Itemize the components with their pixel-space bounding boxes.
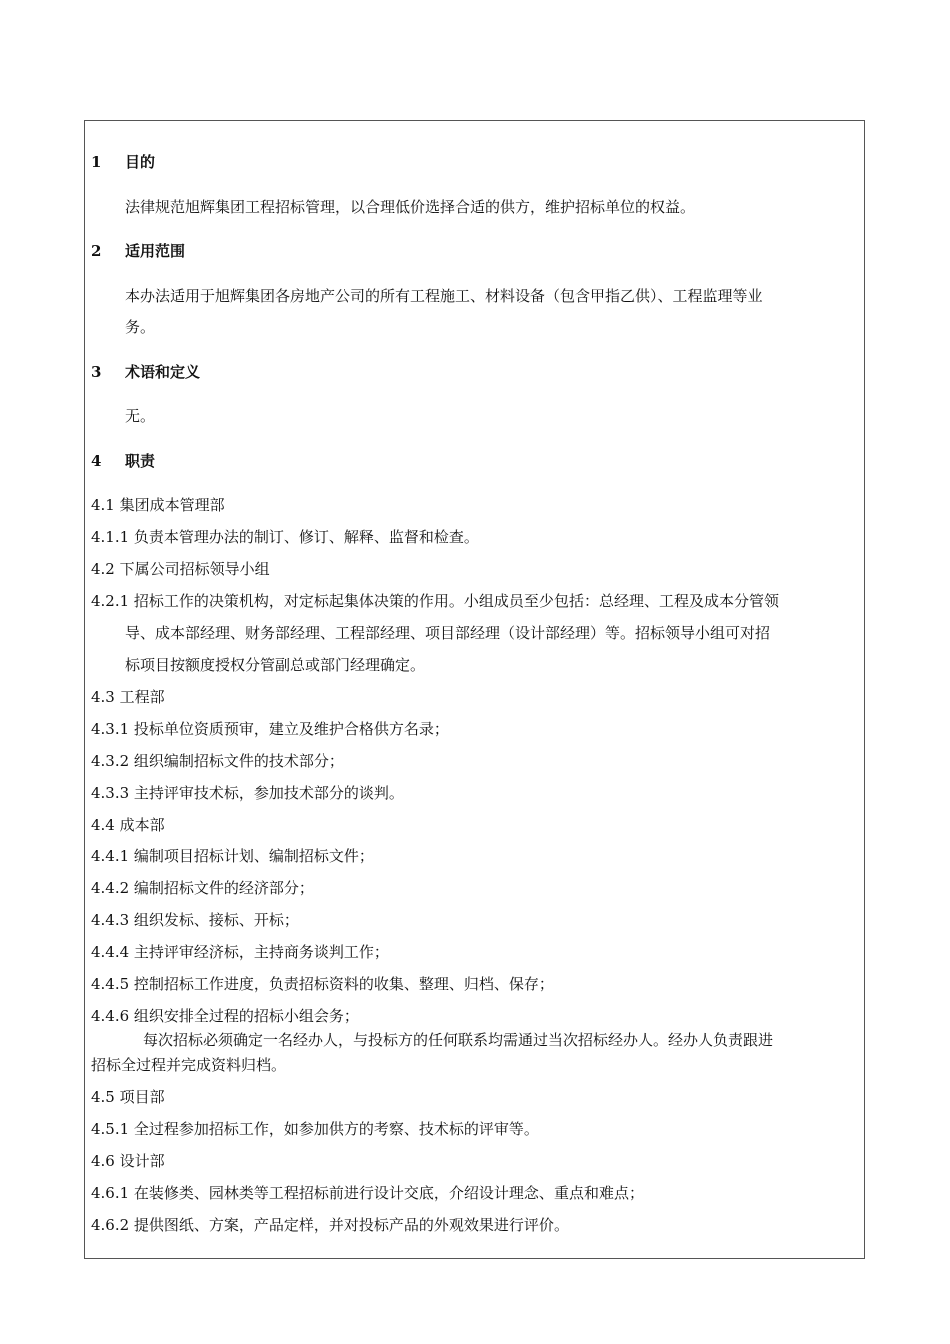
item-4-5-1: 4.5.1 全过程参加招标工作，如参加供方的考察、技术标的评审等。: [91, 1120, 539, 1138]
item-4-6-2: 4.6.2 提供图纸、方案，产品定样，并对投标产品的外观效果进行评价。: [91, 1216, 569, 1234]
section-3-body: 无。: [125, 407, 156, 425]
section-1-body: 法律规范旭辉集团工程招标管理，以合理低价选择合适的供方，维护招标单位的权益。: [125, 198, 696, 216]
section-2-body-line-1: 本办法适用于旭辉集团各房地产公司的所有工程施工、材料设备（包含甲指乙供）、工程监理等业: [125, 287, 763, 305]
section-1-heading: [91, 152, 155, 172]
item-4-1-1: 4.1.1 负责本管理办法的制订、修订、解释、监督和检查。: [91, 528, 479, 546]
item-4-1: 4.1 集团成本管理部: [91, 496, 225, 514]
item-4-2-1-line-1: 4.2.1 招标工作的决策机构，对定标起集体决策的作用。小组成员至少包括：总经理、工程及成本分管领: [91, 592, 779, 610]
item-4-4-1: 4.4.1 编制项目招标计划、编制招标文件；: [91, 847, 374, 865]
item-4-4-5: 4.4.5 控制招标工作进度，负责招标资料的收集、整理、归档、保存；: [91, 975, 554, 993]
item-4-2: 4.2 下属公司招标领导小组: [91, 560, 270, 578]
item-4-4-6-note-line-1: 每次招标必须确定一名经办人，与投标方的任何联系均需通过当次招标经办人。经办人负责跟进: [143, 1031, 774, 1049]
section-number: 3: [91, 363, 102, 381]
section-title: 职责: [125, 452, 156, 470]
section-4-heading: [91, 451, 155, 471]
item-4-4-6-note-line-2: 招标全过程并完成资料归档。: [91, 1056, 287, 1074]
section-number: 2: [91, 242, 102, 260]
item-4-4-6: 4.4.6 组织安排全过程的招标小组会务；: [91, 1007, 359, 1025]
section-number: 1: [91, 153, 102, 171]
item-4-2-1-line-2: 导、成本部经理、财务部经理、工程部经理、项目部经理（设计部经理）等。招标领导小组可对招: [125, 624, 771, 642]
item-4-2-1-line-3: 标项目按额度授权分管副总或部门经理确定。: [125, 656, 426, 674]
section-2-body-line-2: 务。: [125, 318, 156, 336]
section-3-heading: [91, 362, 200, 382]
section-title: 目的: [125, 153, 156, 171]
section-title: 术语和定义: [125, 363, 201, 381]
item-4-6-1: 4.6.1 在装修类、园林类等工程招标前进行设计交底，介绍设计理念、重点和难点；: [91, 1184, 644, 1202]
item-4-3: 4.3 工程部: [91, 688, 165, 706]
item-4-4-2: 4.4.2 编制招标文件的经济部分；: [91, 879, 314, 897]
section-title: 适用范围: [125, 242, 186, 260]
item-4-4: 4.4 成本部: [91, 816, 165, 834]
item-4-3-3: 4.3.3 主持评审技术标，参加技术部分的谈判。: [91, 784, 404, 802]
item-4-6: 4.6 设计部: [91, 1152, 165, 1170]
item-4-3-1: 4.3.1 投标单位资质预审，建立及维护合格供方名录；: [91, 720, 449, 738]
item-4-3-2: 4.3.2 组织编制招标文件的技术部分；: [91, 752, 344, 770]
item-4-4-4: 4.4.4 主持评审经济标，主持商务谈判工作；: [91, 943, 389, 961]
item-4-4-3: 4.4.3 组织发标、接标、开标；: [91, 911, 299, 929]
section-number: 4: [91, 452, 102, 470]
section-2-heading: [91, 241, 185, 261]
item-4-5: 4.5 项目部: [91, 1088, 165, 1106]
